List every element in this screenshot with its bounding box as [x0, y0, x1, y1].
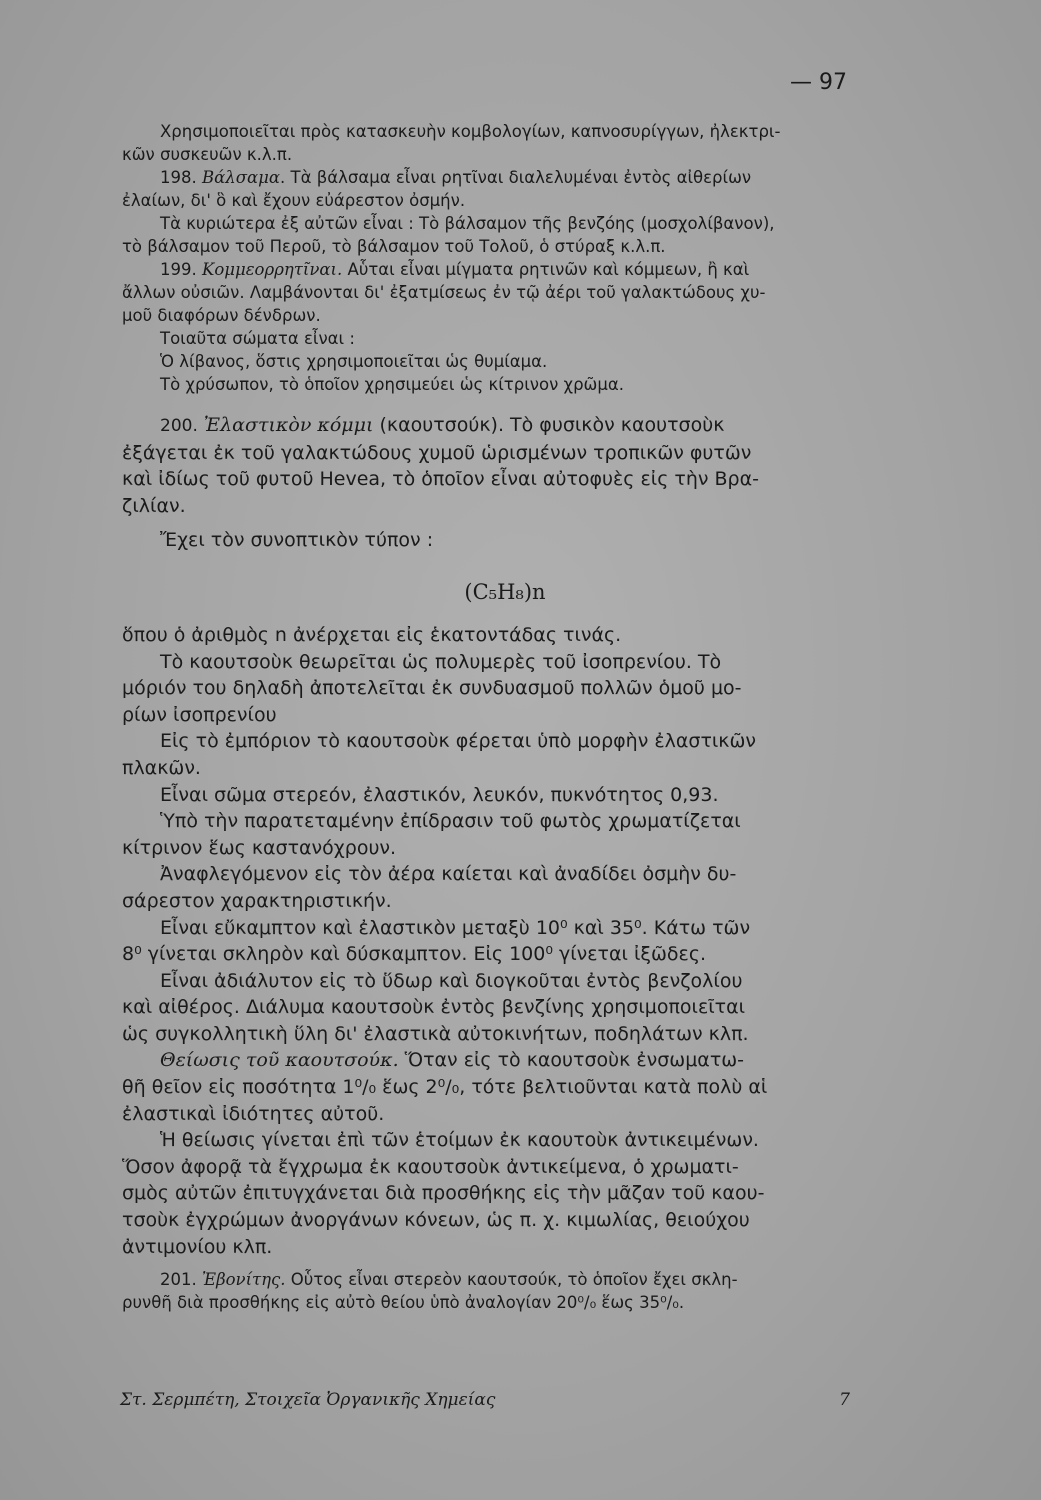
text-line: θῆ θεῖον εἰς ποσότητα 1⁰/₀ ἕως 2⁰/₀, τότε βελτιοῦνται κατὰ πολὺ αἱ	[122, 1076, 768, 1099]
text-line: Χρησιμοποιεῖται πρὸς κατασκευὴν κομβολογίων, καπνοσυρίγγων, ἠλεκτρι-	[160, 122, 781, 141]
section-term: Ἐβονίτης.	[202, 1270, 286, 1290]
text-line	[160, 412, 850, 440]
text-span: (καουτσούκ). Τὸ φυσικὸν καουτσοὺκ	[373, 414, 725, 436]
text-line: ρυνθῆ διὰ προσθήκης εἰς αὐτὸ θείου ὑπὸ ἀναλογίαν 20⁰/₀ ἕως 35⁰/₀.	[122, 1293, 685, 1313]
text-line: ἐξάγεται ἐκ τοῦ γαλακτώδους χυμοῦ ὡρισμένων τροπικῶν φυτῶν	[122, 441, 752, 464]
text-span: Οὗτος εἶναι στερεὸν καουτσούκ, τὸ ὁποῖον ἔχει σκλη-	[285, 1270, 738, 1290]
text-line: μοῦ διαφόρων δένδρων.	[122, 306, 321, 325]
text-line: τσοὺκ ἐγχρώμων ἀνοργάνων κόνεων, ὡς π. χ. κιμωλίας, θειούχου	[122, 1209, 750, 1232]
text-line: καὶ αἰθέρος. Διάλυμα καουτσοὺκ ἐντὸς βενζίνης χρησιμοποιεῖται	[122, 996, 746, 1019]
section-199	[122, 258, 850, 396]
text-line: ζιλίαν.	[122, 494, 186, 517]
text-line: ἐλαστικαὶ ἰδιότητες αὐτοῦ.	[122, 1102, 385, 1125]
text-line: ἀντιμονίου κλπ.	[122, 1235, 273, 1258]
text-line: 8⁰ γίνεται σκληρὸν καὶ δύσκαμπτον. Εἰς 100⁰ γίνεται ἰξῶδες.	[122, 943, 707, 966]
signature-mark: 7	[839, 1390, 850, 1410]
section-number: 201.	[160, 1270, 197, 1290]
section-number: 199.	[160, 260, 197, 279]
text-line: Ἡ θείωσις γίνεται ἐπὶ τῶν ἑτοίμων ἐκ καουτοὺκ ἀντικειμένων.	[160, 1129, 759, 1152]
section-number: 200.	[160, 416, 198, 436]
text-line: Τὸ χρύσωπον, τὸ ὁποῖον χρησιμεύει ὡς κίτρινον χρῶμα.	[160, 375, 624, 394]
section-term: Ἐλαστικὸν κόμμι	[203, 414, 374, 436]
section-term: Θείωσις τοῦ καουτσούκ.	[160, 1049, 399, 1072]
text-line	[160, 1047, 850, 1074]
text-line	[160, 258, 850, 281]
text-line: ὅπου ὁ ἀριθμὸς n ἀνέρχεται εἰς ἑκατοντάδας τινάς.	[122, 623, 622, 646]
text-line: σάρεστον χαρακτηριστικήν.	[122, 889, 392, 912]
text-line: ἄλλων οὐσιῶν. Λαμβάνονται δι' ἐξατμίσεως ἐν τῷ ἀέρι τοῦ γαλακτώδους χυ-	[122, 283, 766, 302]
text-line: Τὰ κυριώτερα ἐξ αὐτῶν εἶναι : Τὸ βάλσαμον τῆς βενζόης (μοσχολίβανον),	[160, 214, 775, 233]
footer-citation: Στ. Σερμπέτη, Στοιχεῖα Ὀργανικῆς Χημείας	[120, 1390, 496, 1410]
text-line: μόριόν του δηλαδὴ ἀποτελεῖται ἐκ συνδυασμοῦ πολλῶν ὁμοῦ μο-	[122, 677, 742, 700]
text-line: πλακῶν.	[122, 756, 201, 779]
text-line: Ἔχει τὸν συνοπτικὸν τύπον :	[160, 529, 434, 552]
text-line: ὡς συγκολλητικὴ ὕλη δι' ἐλαστικὰ αὐτοκινήτων, ποδηλάτων κλπ.	[122, 1022, 749, 1045]
text-line: Ἀναφλεγόμενον εἰς τὸν ἀέρα καίεται καὶ ἀναδίδει ὀσμὴν δυ-	[160, 863, 737, 886]
page-number: — 97	[790, 70, 847, 95]
text-line	[160, 1268, 850, 1291]
text-span: Τὸ καουτσοὺκ θεωρεῖται ὡς πολυμερὲς τοῦ ἰσοπρενίου. Τὸ	[160, 650, 722, 673]
page-footer	[120, 1390, 850, 1410]
chemical-formula: (C₅H₈)n	[464, 579, 546, 604]
text-line	[160, 166, 850, 189]
text-line: καὶ ἰδίως τοῦ φυτοῦ Hevea, τὸ ὁποῖον εἶναι αὐτοφυὲς εἰς τὴν Βρα-	[122, 468, 760, 491]
text-line: Εἶναι εὔκαμπτον καὶ ἐλαστικὸν μεταξὺ 10⁰ καὶ 35⁰. Κάτω τῶν	[160, 916, 751, 939]
text-span: Αὗται εἶναι μίγματα ρητινῶν καὶ κόμμεων, ἢ καὶ	[342, 260, 750, 279]
text-line: σμὸς αὐτῶν ἐπιτυγχάνεται διὰ προσθήκης εἰς τὴν μᾶζαν τοῦ καου-	[122, 1182, 765, 1205]
section-200	[122, 412, 850, 1314]
text-line: Εἰς τὸ ἐμπόριον τὸ καουτσοὺκ φέρεται ὑπὸ μορφὴν ἐλαστικῶν	[160, 730, 757, 753]
section-term: Κομμεορρητῖναι.	[202, 260, 343, 279]
text-span: . Τὰ βάλσαμα εἶναι ρητῖναι διαλελυμέναι ἐντὸς αἰθερίων	[280, 168, 752, 187]
paragraph-intro	[122, 120, 850, 166]
text-line: ἐλαίων, δι' ὃ καὶ ἔχουν εὐάρεστον ὀσμήν.	[122, 191, 466, 210]
section-number: 198.	[160, 168, 197, 187]
text-line	[160, 649, 850, 676]
text-span: Ὅταν εἰς τὸ καουτσοὺκ ἐνσωματω-	[398, 1049, 745, 1072]
text-line: Ὁ λίβανος, ὅστις χρησιμοποιεῖται ὡς θυμίαμα.	[160, 352, 548, 371]
text-line: Ὑπὸ τὴν παρατεταμένην ἐπίδρασιν τοῦ φωτὸς χρωματίζεται	[160, 810, 741, 833]
section-term: Βάλσαμα	[202, 168, 280, 187]
text-line: Εἶναι σῶμα στερεόν, ἐλαστικόν, λευκόν, πυκνότητος 0,93.	[160, 783, 719, 806]
section-198	[122, 166, 850, 258]
text-line: ρίων ἰσοπρενίου	[122, 703, 277, 726]
text-line: κίτρινον ἕως καστανόχρουν.	[122, 836, 397, 859]
text-line: Ὅσον ἀφορᾷ τὰ ἔγχρωμα ἐκ καουτσοὺκ ἀντικείμενα, ὁ χρωματι-	[122, 1155, 739, 1178]
text-line: κῶν συσκευῶν κ.λ.π.	[122, 145, 293, 164]
text-line: Τοιαῦτα σώματα εἶναι :	[160, 329, 355, 348]
text-line: τὸ βάλσαμον τοῦ Περοῦ, τὸ βάλσαμον τοῦ Τολοῦ, ὁ στύραξ κ.λ.π.	[122, 237, 666, 256]
text-line: Εἶναι ἀδιάλυτον εἰς τὸ ὕδωρ καὶ διογκοῦται ἐντὸς βενζολίου	[160, 969, 743, 992]
